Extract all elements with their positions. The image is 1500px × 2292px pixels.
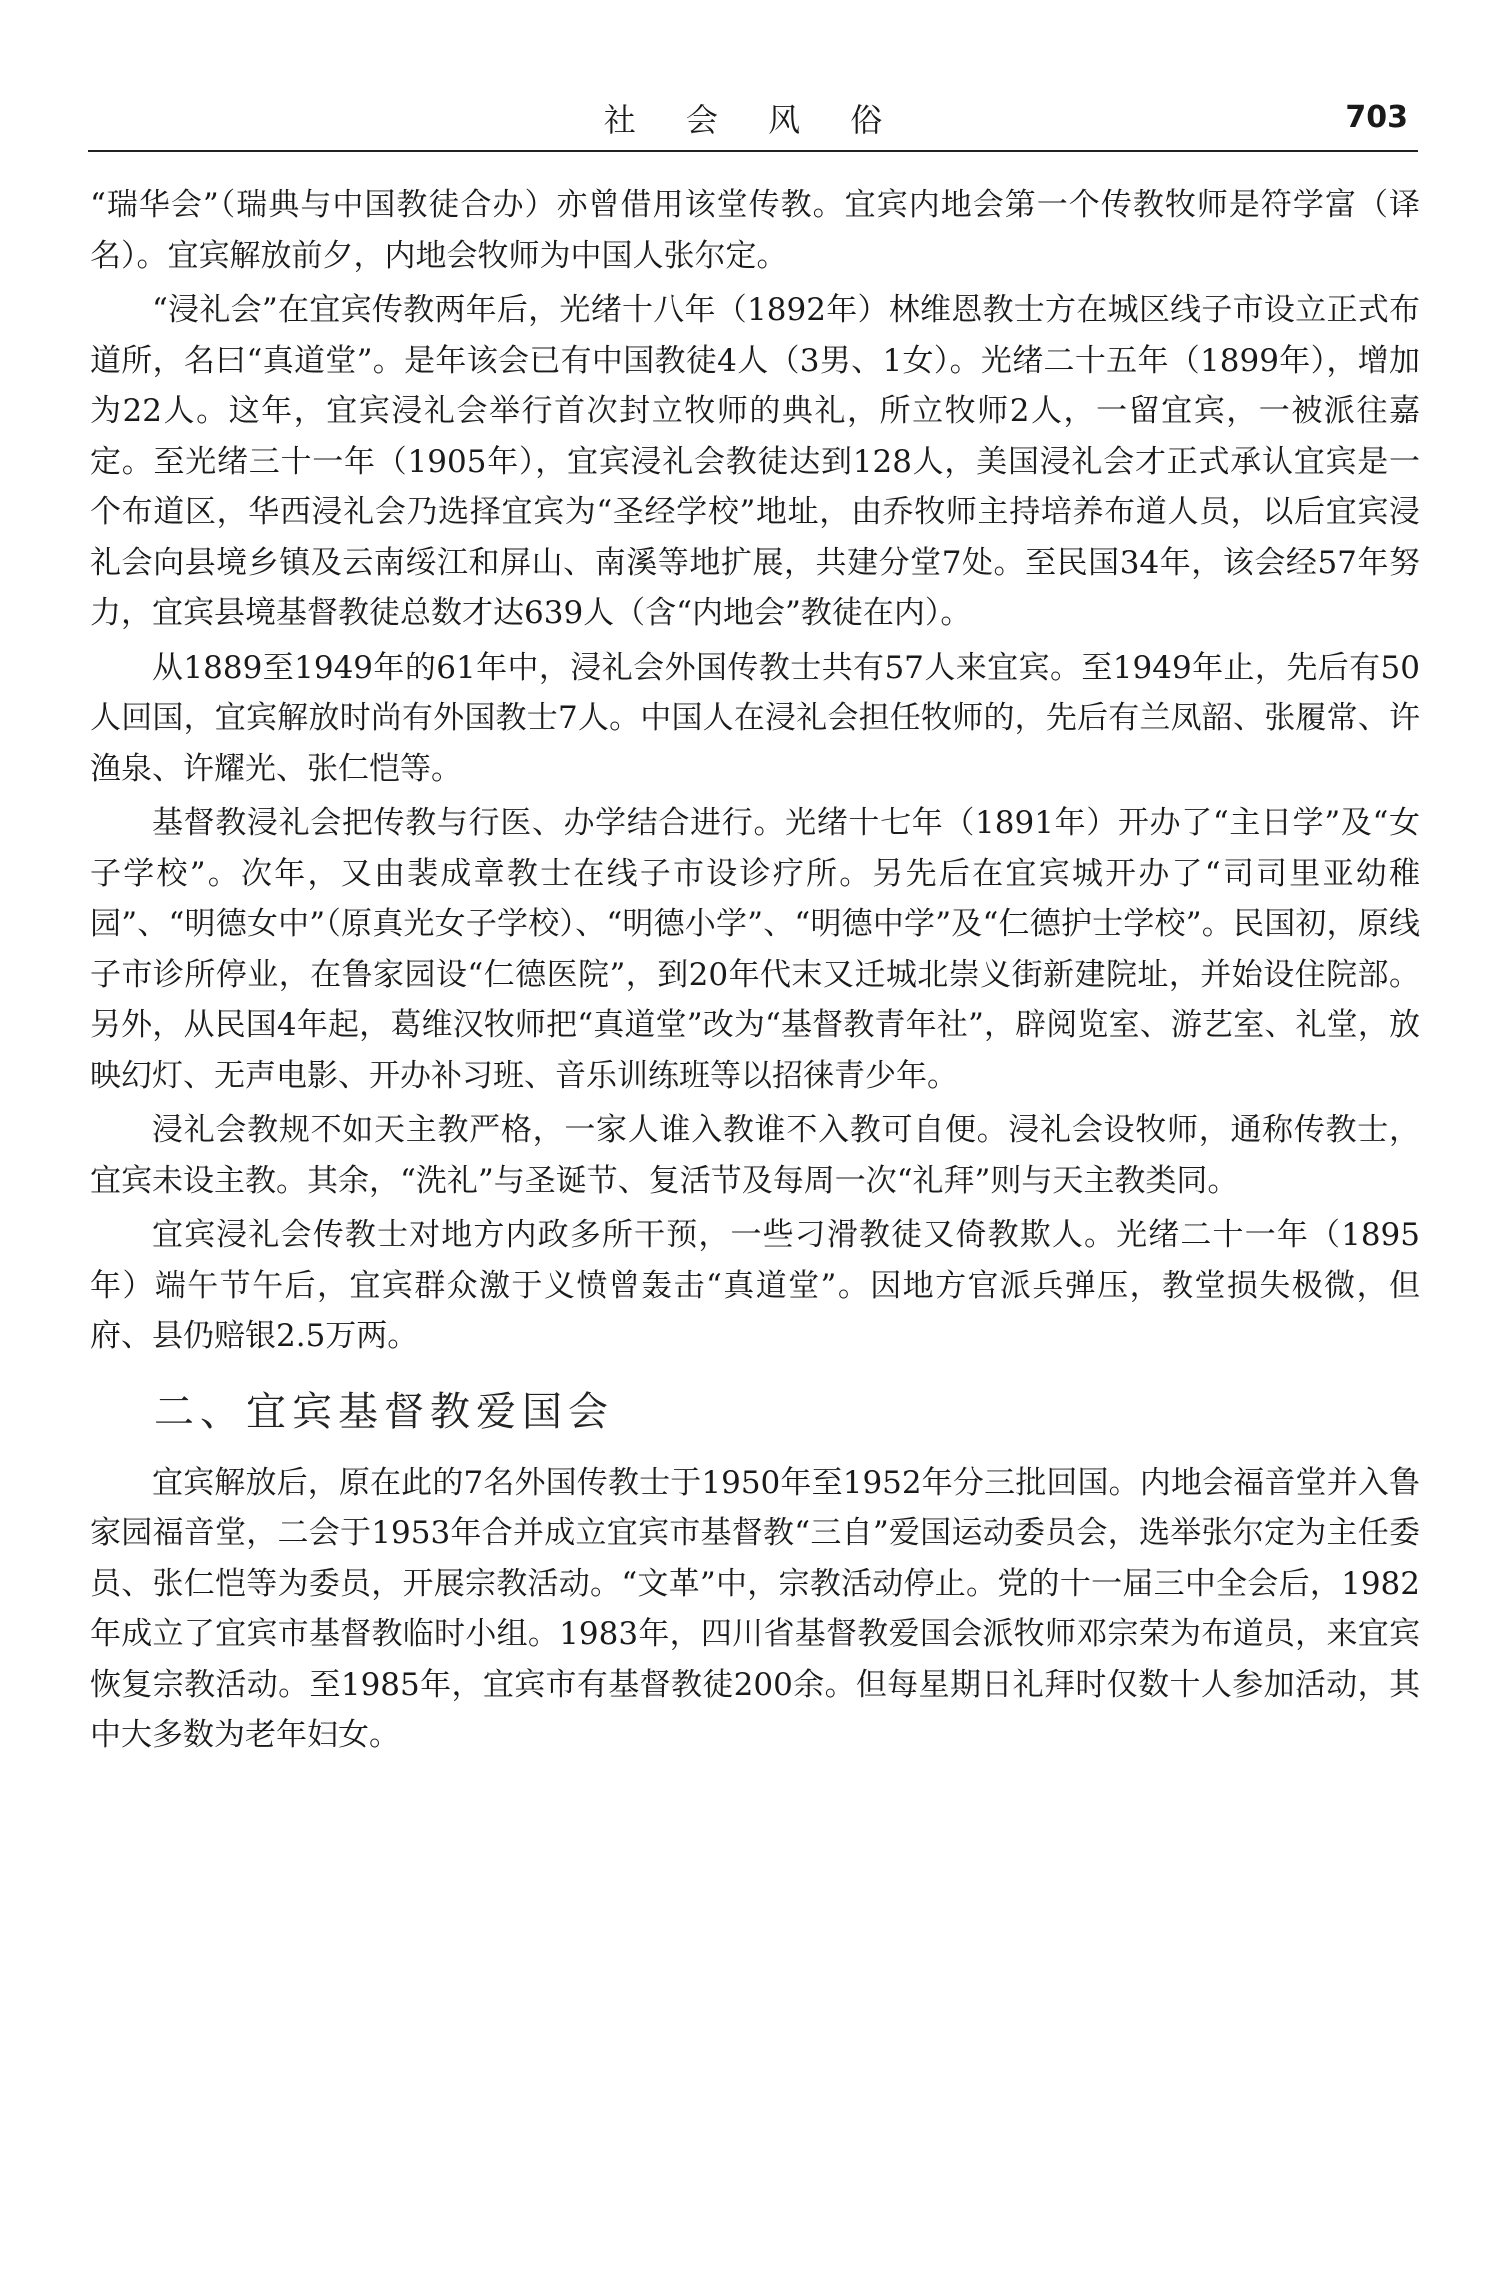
paragraph: “浸礼会”在宜宾传教两年后，光绪十八年（1892年）林维恩教士方在城区线子市设立正式布道所，名曰“真道堂”。是年该会已有中国教徒4人（3男、1女）。光绪二十五年（1899年），增加为22人。这年，宜宾浸礼会举行首次封立牧师的典礼，所立牧师2人，一留宜宾，一被派往嘉定。至光绪三十一年（1905年），宜宾浸礼会教徒达到128人，美国浸礼会才正式承认宜宾是一个布道区，华西浸礼会乃选择宜宾为“圣经学校”地址，由乔牧师主持培养布道人员，以后宜宾浸礼会向县境乡镇及云南绥江和屏山、南溪等地扩展，共建分堂7处。至民国34年，该会经57年努力，宜宾县境基督教徒总数才达639人（含“内地会”教徒在内）。	[90, 292, 1420, 631]
body-text	[90, 180, 1420, 1765]
paragraph: 宜宾浸礼会传教士对地方内政多所干预，一些刁滑教徒又倚教欺人。光绪二十一年（1895年）端午节午后，宜宾群众激于义愤曾轰击“真道堂”。因地方官派兵弹压，教堂损失极微，但府、县仍赔银2.5万两。	[90, 1217, 1420, 1354]
section-heading: 二、宜宾基督教爱国会	[154, 1388, 614, 1435]
running-title: 社 会 风 俗	[603, 101, 903, 139]
paragraph: “瑞华会”（瑞典与中国教徒合办）亦曾借用该堂传教。宜宾内地会第一个传教牧师是符学富（译名）。宜宾解放前夕，内地会牧师为中国人张尔定。	[90, 187, 1420, 274]
paragraph: 宜宾解放后，原在此的7名外国传教士于1950年至1952年分三批回国。内地会福音堂并入鲁家园福音堂，二会于1953年合并成立宜宾市基督教“三自”爱国运动委员会，选举张尔定为主任委员、张仁恺等为委员，开展宗教活动。“文革”中，宗教活动停止。党的十一届三中全会后，1982年成立了宜宾市基督教临时小组。1983年，四川省基督教爱国会派牧师邓宗荣为布道员，来宜宾恢复宗教活动。至1985年，宜宾市有基督教徒200余。但每星期日礼拜时仅数十人参加活动，其中大多数为老年妇女。	[90, 1464, 1420, 1753]
paragraph: 浸礼会教规不如天主教严格，一家人谁入教谁不入教可自便。浸礼会设牧师，通称传教士，宜宾未设主教。其余，“洗礼”与圣诞节、复活节及每周一次“礼拜”则与天主教类同。	[90, 1112, 1420, 1199]
paragraph: 基督教浸礼会把传教与行医、办学结合进行。光绪十七年（1891年）开办了“主日学”及“女子学校”。次年，又由裴成章教士在线子市设诊疗所。另先后在宜宾城开办了“司司里亚幼稚园”、“明德女中”（原真光女子学校）、“明德小学”、“明德中学”及“仁德护士学校”。民国初，原线子市诊所停业，在鲁家园设“仁德医院”，到20年代末又迁城北崇义街新建院址，并始设住院部。另外，从民国4年起，葛维汉牧师把“真道堂”改为“基督教青年社”，辟阅览室、游艺室、礼堂，放映幻灯、无声电影、开办补习班、音乐训练班等以招徕青少年。	[90, 805, 1420, 1094]
page-header	[88, 88, 1418, 152]
page-number: 703	[1345, 100, 1408, 135]
paragraph: 从1889至1949年的61年中，浸礼会外国传教士共有57人来宜宾。至1949年止，先后有50人回国，宜宾解放时尚有外国教士7人。中国人在浸礼会担任牧师的，先后有兰凤韶、张履常、许渔泉、许耀光、张仁恺等。	[90, 649, 1420, 787]
